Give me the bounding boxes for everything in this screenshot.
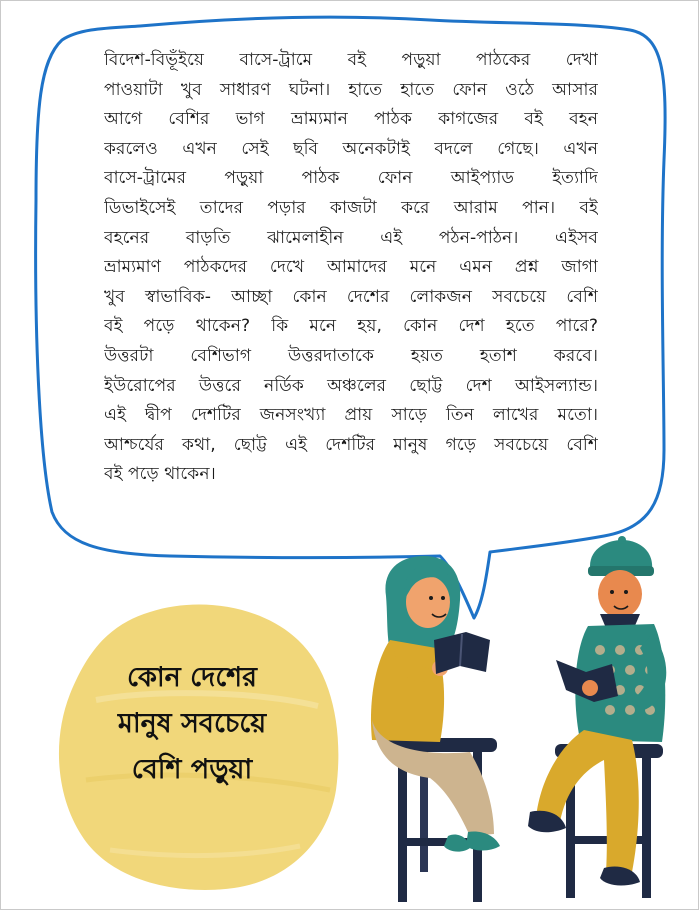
- article-line: ডিভাইসেই তাদের পড়ার কাজটা করে আরাম পান। বই: [104, 197, 598, 218]
- article-line: বাসে-ট্রামের পড়ুয়া পাঠক ফোন আইপ্যাড ইত্যাদি: [104, 168, 598, 189]
- article-line: বই পড়ে থাকেন।: [104, 464, 216, 485]
- article-line: ইউরোপের উত্তরে নর্ডিক অঞ্চলের ছোট্ট দেশ আইসল্যান্ড।: [104, 375, 598, 396]
- article-line: খুব স্বাভাবিক- আচ্ছা কোন দেশের লোকজন সবচেয়ে বেশি: [104, 286, 598, 307]
- article-line: ভ্রাম্যমাণ পাঠকদের দেখে আমাদের মনে এমন প্রশ্ন জাগা: [104, 257, 598, 278]
- article-line: করলেও এখন সেই ছবি অনেকটাই বদলে গেছে। এখন: [104, 138, 598, 159]
- article-line: পাওয়াটা খুব সাধারণ ঘটনা। হাতে হাতে ফোন ওঠে আসার: [104, 79, 598, 100]
- woman-reader: [371, 556, 500, 852]
- article-line: বিদেশ-বিভূঁইয়ে বাসে-ট্রামে বই পড়ুয়া পাঠকের দেখা: [104, 50, 598, 70]
- article-line: আশ্চর্যের কথা, ছোট্ট এই দেশটির মানুষ গড়ে সবচেয়ে বেশি: [104, 434, 598, 455]
- article-line: উত্তরটা বেশিভাগ উত্তরদাতাকে হয়ত হতাশ করবে।: [104, 345, 598, 366]
- article-line: এই দ্বীপ দেশটির জনসংখ্যা প্রায় সাড়ে তিন লাখের মতো।: [104, 405, 598, 426]
- article-line: বই পড়ে থাকেন? কি মনে হয়, কোন দেশ হতে পারে?: [104, 316, 598, 337]
- headline-line: কোন দেশের: [126, 662, 257, 693]
- headline-line: বেশি পড়ুয়া: [131, 754, 253, 785]
- article-line: আগে বেশির ভাগ ভ্রাম্যমান পাঠক কাগজের বই বহন: [104, 109, 598, 130]
- article-line: বহনের বাড়তি ঝামেলাহীন এই পঠন-পাঠন। এইসব: [104, 227, 598, 248]
- headline-line: মানুষ সবচেয়ে: [117, 708, 267, 739]
